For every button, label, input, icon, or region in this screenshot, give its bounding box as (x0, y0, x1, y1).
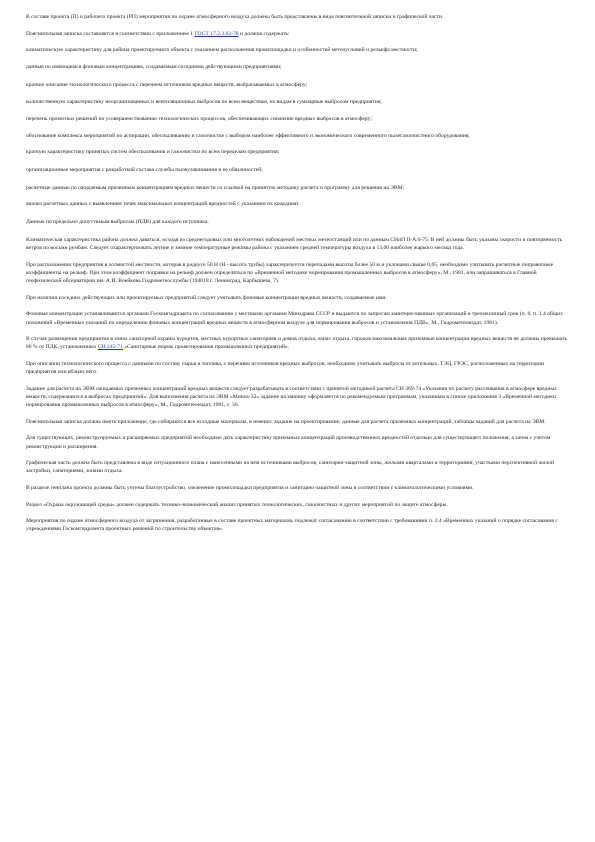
paragraph: Фоновые концентрации устанавливаются органами Госкомгидромета по согласованию с местными органами Минздрава СССР и выдаются по запросам заинтересованных организаций в трехмесячный срок (п. 6, п. 1.4 общих положений «Временных указаний по определению фоновых концентраций вредных веществ в атмосферном воздухе для нормирования выбросов и установления ПДВ», М., Гидрометеоиздат, 1981). (26, 311, 563, 326)
paragraph: климатическую характеристику для района проектируемого объекта с указанием расположения промплощадки и особенностей метеоусловий и рельефа местности; (26, 47, 418, 54)
paragraph: краткую характеристику принятых систем обеспыливания и газоочистки по всем переделам предприятия; (26, 149, 280, 156)
paragraph-with-link (26, 335, 569, 351)
paragraph: анализ расчетных данных с выявлением точек максимальных концентраций вредностей с указанием их координат. (26, 201, 300, 208)
paragraph: Для существующих, реконструируемых и расширяемых предприятий необходимо дать характеристику приземных концентраций производственных вредностей отдельно для существующего положения, а затем с учетом реконструкции и расширения. (26, 435, 551, 450)
paragraph: Графическая часть должна быть представлена в виде ситуационного плана с нанесенными на нем источниками выбросов, санитарно-защитной зоны, жилыми кварталами и территориями, участками перспективной жилой застройки, санаториями, зонами отдыха. (26, 460, 554, 475)
paragraph: перечень проектных решений по усовершенствованию технологических процессов, обеспечивающих снижение вредных выбросов в атмосферу; (26, 115, 372, 122)
paragraph: Мероприятия по охране атмосферного воздуха от загрязнения, разработанные в составе проектных материалов, подлежат согласованию в соответствии с требованиями п. 2.4 «Временных указаний о порядке согласования с учреждениями Госкомгидромета проектных решений по строительству объектов». (26, 518, 558, 533)
paragraph: расчетные данные по ожидаемым приземным концентрациям вредных веществ со ссылкой на принятую методику расчета и программу для решения на ЭВМ; (26, 184, 405, 191)
paragraph-text: В случае размещения предприятия в зонах санаторной охраны курортов, местных курортных санаториев и домов отдыха, зонах отдыха, городов максимальные приземные концентрации вредных веществ не должны превышать 80 % от ПДК, установленных (26, 336, 568, 351)
paragraph: В составе проекта (П) и рабочего проекта (РП) мероприятия по охране атмосферного воздуха должны быть представлены в виде пояснительной записки и графической части. (26, 14, 444, 20)
paragraph: Данные по предельно допустимым выбросам (ПДВ) для каждого источника. (26, 219, 209, 226)
paragraph: При описании технологического процесса с данными по составу сырья и топлива, с перечнем источников вредных выбросов, необходимо учитывать выбросы от котельных, ТЭЦ, ГРЭС, расположенных на территории предприятия или вблизи него. (26, 360, 545, 376)
paragraph: При расположении предприятия в холмистой местности, которая в радиусе 50 Н (Н - высота трубы) характеризуется перепадами высоты более 50 м и уклонами свыше 0,05, необходимо учитывать расчетные поправочные коэффициенты на рельеф. При этом коэффициент поправки на рельеф должен определяться по «Временной методике нормирования промышленных выбросов в атмосферу», М., 1981, или запрашиваться в Главной геофизической обсерватории им. А.И. Воейкова Гидрометеослужбы (194018 г. Ленинград, Карбышева, 7). (26, 261, 554, 285)
paragraph: При наличии соседних действующих или проектируемых предприятий следует учитывать фоновые концентрации вредных веществ, создаваемые ими. (26, 294, 387, 301)
paragraph: обоснование комплекса мероприятий по аспирации, обеспыливанию и газоочистке с выбором наиболее эффективного и экономического современного пылегазоочистного оборудования; (26, 132, 470, 139)
paragraph-text: «Санитарные нормы проектирования промышленных предприятий». (122, 344, 290, 351)
gost-link[interactable]: ГОСТ 17.2.3.02-78 (194, 30, 239, 37)
paragraph: краткое описание технологического процесса с перечнем источников вредных веществ, выбрасываемых в атмосферу; (26, 81, 308, 88)
paragraph-with-link (26, 30, 569, 38)
paragraph: Раздел «Охрана окружающей среды» должен содержать технико-экономический анализ принятых технологических, газоочистных и других мероприятий по защите атмосферы. (26, 501, 448, 508)
paragraph-text: и должна содержать: (238, 30, 290, 37)
sn-245-71-link[interactable]: СН 245-71 (97, 344, 123, 351)
paragraph: количественную характеристику неорганизованных и вентиляционных выбросов по всем веществам, их видам в суммарные выбросом предприятия; (26, 99, 382, 106)
paragraph-text: Пояснительная записка составляется в соответствии с приложением 1 (26, 30, 195, 37)
paragraph: организационные мероприятия с разработкой состава службы пылеулавливания и ее обязанностей; (26, 166, 263, 173)
paragraph: Климатическая характеристика района должна даваться, исходя из среднегодовых или многолетних наблюдений местных метеостанций или по данным СНиП II-А.6-75. В ней должны быть указаны скорости и повторяемость ветров по восьми румбам. Следует охарактеризовать летние и зимние температурные режимы района с указанием средней температуры воздуха в 13,00 наиболее жаркого месяца года. (26, 236, 563, 252)
paragraph: данные по имеющимся фоновым концентрациям, создаваемым соседними действующими предприятиями; (26, 63, 282, 70)
paragraph: Задание для расчета на ЭВМ ожидаемых приземных концентраций вредных веществ следует разрабатывать в соответствии с принятой методикой расчета СН 369-74 «Указания по расчету рассеивания в атмосфере вредных веществ, содержащихся в выбросах предприятий». Для выполнения расчета на ЭВМ «Минск-32» задание на машину оформляется по рекомендуемым программам, указанным в списке приложения 3 «Временной методики нормирования промышленных выбросов в атмосферу», М., Гидрометеоиздат, 1981, с. 56. (26, 385, 557, 409)
paragraph: Пояснительная записка должна иметь приложение, где собираются все исходные материалы, в именно: задание на проектирование; данные для расчета приземных концентраций, таблицы заданий для расчета на ЭВМ. (26, 418, 546, 425)
paragraph: В разделе генплана проекта должны быть учтены благоустройство, озеленение промплощадки предприятия и санитарно-защитной зоны в соответствии с климатологическими условиями. (26, 484, 474, 491)
